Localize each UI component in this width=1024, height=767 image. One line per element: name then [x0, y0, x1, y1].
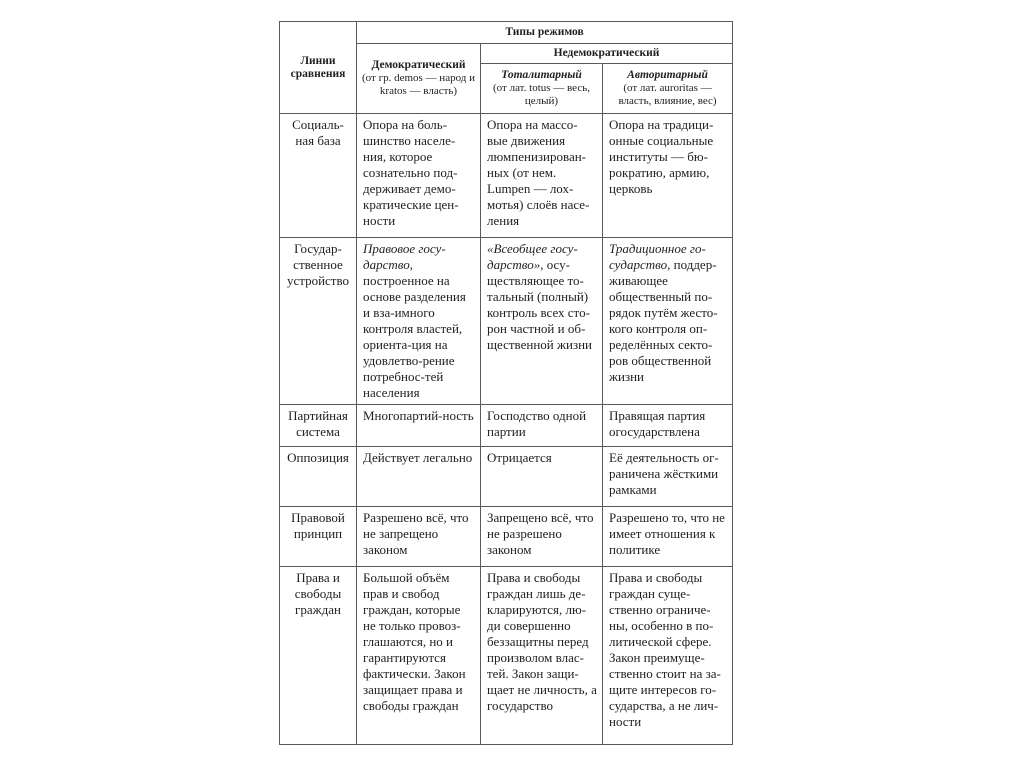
democratic-title: Демократический	[371, 59, 466, 71]
cell-democratic: Опора на боль-шинство населе-ния, которое сознательно под-держивает демо-кратические цен-ности	[357, 114, 481, 238]
table-row	[280, 238, 733, 405]
nondemocratic-header: Недемократический	[481, 44, 733, 64]
cell-totalitarian: Опора на массо-вые движения люмпенизирован-ных (от нем. Lumpen — лох-мотья) слоёв насе-ления	[481, 114, 603, 238]
cell-authoritarian: Права и свободы граждан суще-ственно ограниче-ны, особенно в по-литической сфере. Закон преимуще-ственно стоит на за-щите интересов го-сударства, а не лич-ности	[603, 567, 733, 745]
row-label: Социаль-ная база	[280, 114, 357, 238]
lines-of-comparison-header: Линии сравнения	[280, 22, 357, 114]
table-row	[280, 114, 733, 238]
row-label: Оппозиция	[280, 447, 357, 507]
cell-authoritarian: Правящая партия огосударствлена	[603, 405, 733, 447]
cell-authoritarian: Её деятельность ог-раничена жёсткими рамками	[603, 447, 733, 507]
authoritarian-title: Авторитарный	[627, 69, 708, 81]
cell-democratic: Большой объём прав и свобод граждан, которые не только провоз-глашаются, но и гарантируются фактически. Закон защищает права и свободы граждан	[357, 567, 481, 745]
cell-totalitarian: Запрещено всё, что не разрешено законом	[481, 507, 603, 567]
cell-text: , поддер-живающее общественный по-рядок путём жесто-кого контроля оп-ределённых секто-ров общественной жизни	[609, 257, 718, 384]
totalitarian-header	[481, 64, 603, 114]
table-row	[280, 405, 733, 447]
cell-democratic: Действует легально	[357, 447, 481, 507]
table-row	[280, 567, 733, 745]
authoritarian-note: (от лат. auroritas — власть, влияние, вес)	[618, 82, 717, 107]
header-row-1	[280, 22, 733, 44]
authoritarian-header	[603, 64, 733, 114]
cell-totalitarian: Права и свободы граждан лишь де-кларируются, лю-ди совершенно беззащитны перед произволом влас-тей. Закон защи-щает не личность, а государство	[481, 567, 603, 745]
cell-emphasis: Традиционное го-сударство	[609, 241, 706, 272]
cell-emphasis: Правовое госу-дарство	[363, 241, 446, 272]
regime-comparison-table	[279, 21, 733, 745]
cell-totalitarian	[481, 238, 603, 405]
cell-authoritarian	[603, 238, 733, 405]
cell-authoritarian: Опора на традици-онные социальные институты — бю-рократию, армию, церковь	[603, 114, 733, 238]
row-label: Правовой принцип	[280, 507, 357, 567]
cell-text: , построенное на основе разделения и вза-имного контроля властей, ориента-ция на удовлетво-рение потребнос-тей населения	[363, 257, 466, 400]
democratic-note: (от гр. demos — народ и kratos — власть)	[362, 72, 475, 97]
cell-totalitarian: Отрицается	[481, 447, 603, 507]
cell-authoritarian: Разрешено то, что не имеет отношения к политике	[603, 507, 733, 567]
regime-types-header: Типы режимов	[357, 22, 733, 44]
cell-emphasis: «Всеобщее госу-дарство»	[487, 241, 578, 272]
cell-text: , осу-ществляющее то-тальный (полный) контроль всех сто-рон частной и об-щественной жизни	[487, 257, 592, 352]
cell-democratic: Многопартий-ность	[357, 405, 481, 447]
row-label: Права и свободы граждан	[280, 567, 357, 745]
democratic-header	[357, 44, 481, 114]
row-label: Партийная система	[280, 405, 357, 447]
row-label: Государ-ственное устройство	[280, 238, 357, 405]
totalitarian-title: Тоталитарный	[501, 69, 582, 81]
totalitarian-note: (от лат. totus — весь, целый)	[493, 82, 590, 107]
table-row	[280, 447, 733, 507]
table-row	[280, 507, 733, 567]
cell-democratic: Разрешено всё, что не запрещено законом	[357, 507, 481, 567]
cell-democratic	[357, 238, 481, 405]
cell-totalitarian: Господство одной партии	[481, 405, 603, 447]
